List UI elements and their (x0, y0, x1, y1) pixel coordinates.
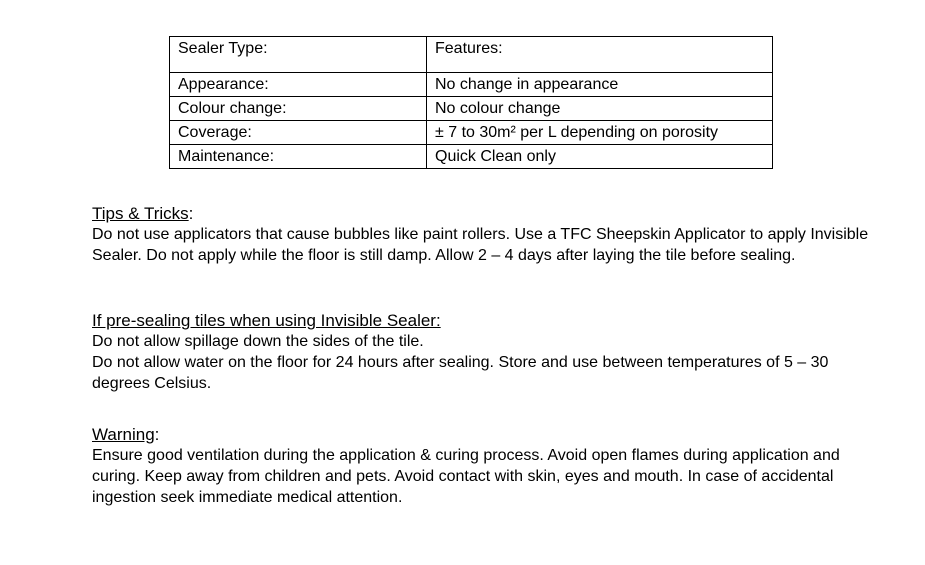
tips-heading-text: Tips & Tricks (92, 204, 189, 223)
presealing-heading-text: If pre-sealing tiles when using Invisible Sealer: (92, 311, 441, 330)
table-header-cell: Features: (427, 37, 773, 73)
table-cell-label: Coverage: (170, 121, 427, 145)
table-cell-label: Maintenance: (170, 145, 427, 169)
table-cell-value: ± 7 to 30m² per L depending on porosity (427, 121, 773, 145)
presealing-line-1: Do not allow spillage down the sides of the tile. (92, 333, 424, 350)
sealer-features-table (169, 36, 773, 169)
table-row (170, 97, 773, 121)
presealing-section (92, 310, 872, 394)
table-row (170, 73, 773, 97)
table-row (170, 145, 773, 169)
table-cell-label: Colour change: (170, 97, 427, 121)
tips-body: Do not use applicators that cause bubbles like paint rollers. Use a TFC Sheepskin Applicator to apply Invisible Sealer. Do not apply while the floor is still damp. Allow 2 – 4 days after laying the tile before sealing. (92, 226, 869, 264)
presealing-line-2: Do not allow water on the floor for 24 hours after sealing. Store and use between temperatures of 5 – 30 degrees Celsius. (92, 354, 829, 392)
warning-heading-colon: : (154, 425, 160, 444)
table-cell-label: Appearance: (170, 73, 427, 97)
warning-heading-text: Warning (92, 425, 155, 444)
table-header-row (170, 37, 773, 73)
table-row (170, 121, 773, 145)
warning-section (92, 424, 872, 508)
table-cell-value: No colour change (427, 97, 773, 121)
table-header-cell: Sealer Type: (170, 37, 427, 73)
tips-heading-colon: : (188, 204, 194, 223)
table-cell-value: No change in appearance (427, 73, 773, 97)
tips-heading (92, 203, 872, 224)
warning-body: Ensure good ventilation during the application & curing process. Avoid open flames during application and curing. Keep away from children and pets. Avoid contact with skin, eyes and mouth. In case of accidental ingestion seek immediate medical attention. (92, 447, 840, 506)
tips-section (92, 203, 872, 266)
table-cell-value: Quick Clean only (427, 145, 773, 169)
presealing-heading (92, 310, 872, 331)
warning-heading (92, 424, 872, 445)
